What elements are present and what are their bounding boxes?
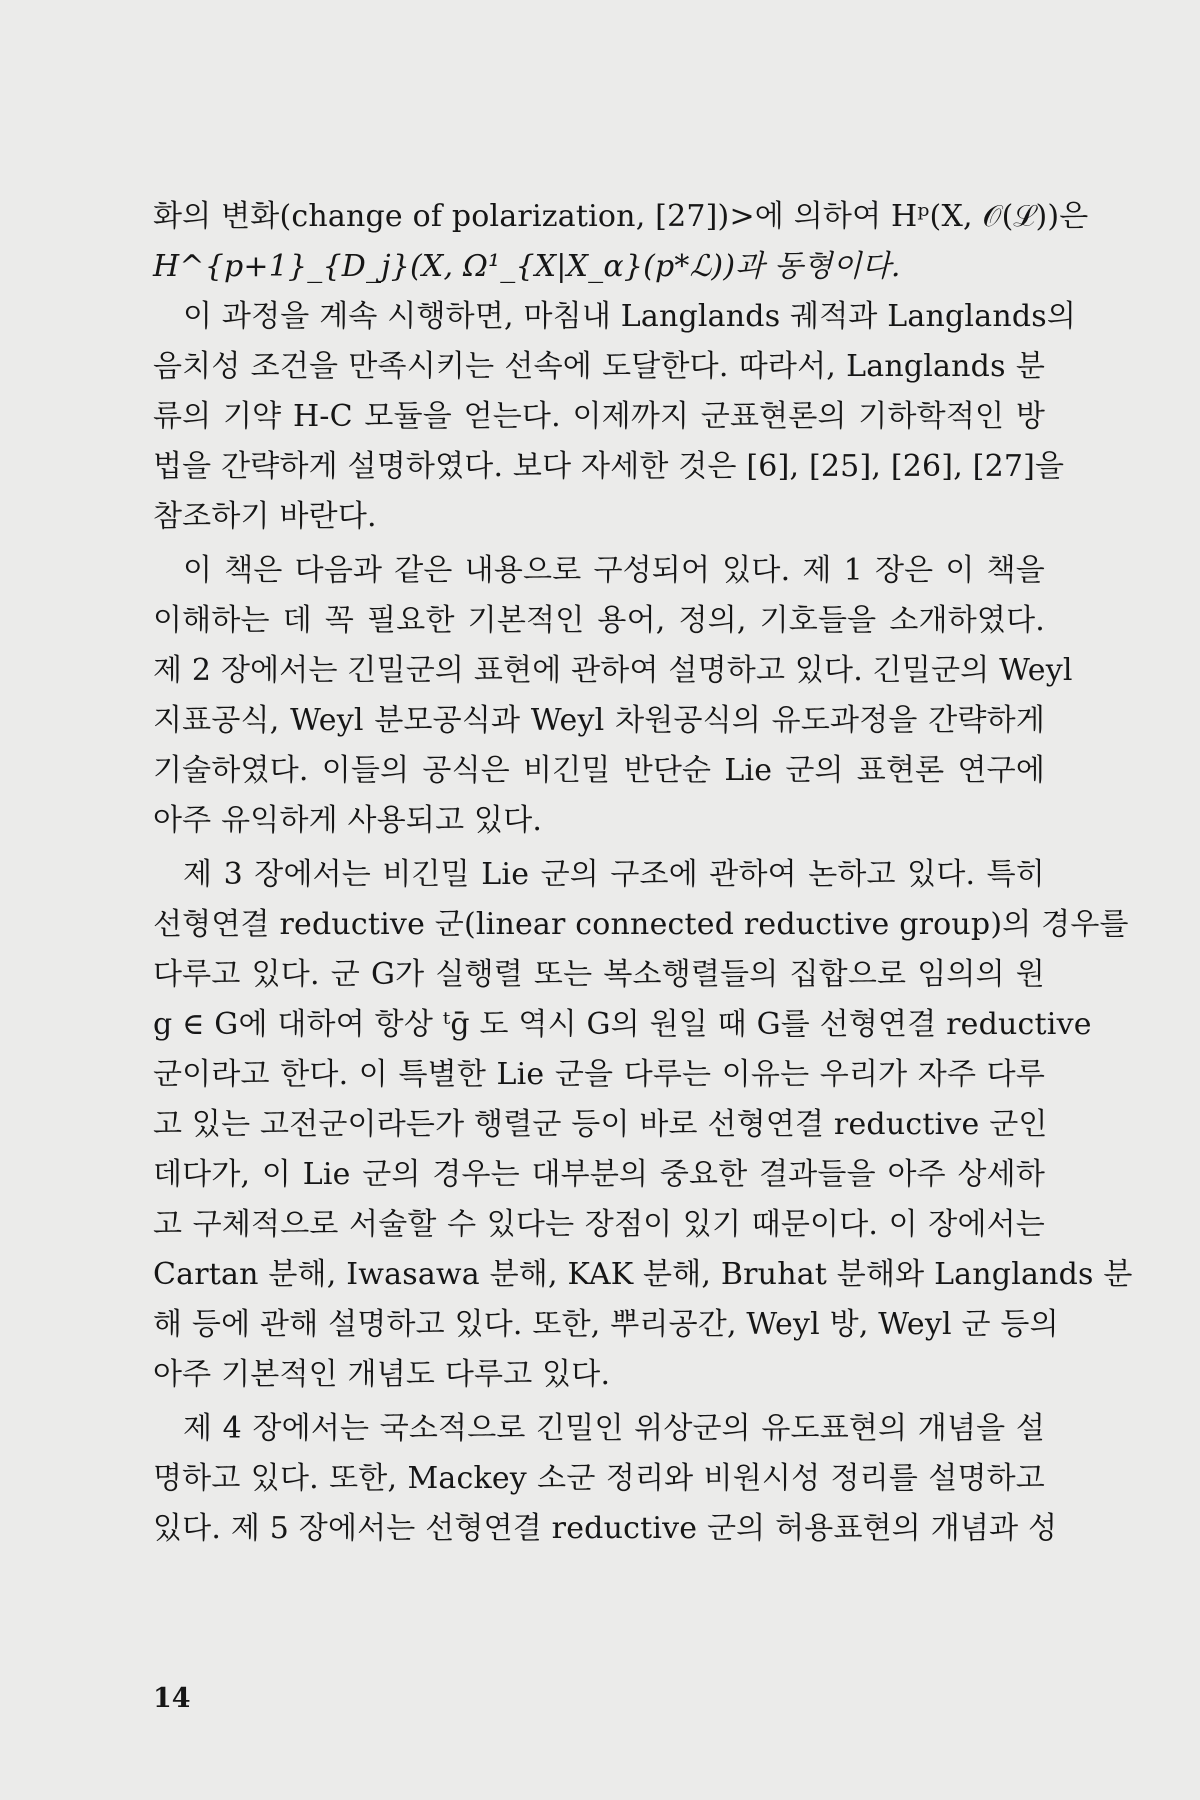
text-line: 있다. 제 5 장에서는 선형연결 reductive 군의 허용표현의 개념과 성 [153, 1511, 1058, 1546]
text-line: g ∈ G에 대하여 항상 ᵗḡ 도 역시 G의 원일 때 G를 선형연결 reductive [153, 1007, 1092, 1042]
text-line: 아주 유익하게 사용되고 있다. [153, 803, 543, 838]
text-line: 명하고 있다. 또한, Mackey 소군 정리와 비원시성 정리를 설명하고 [153, 1461, 1045, 1496]
text-line: 기술하였다. 이들의 공식은 비긴밀 반단순 Lie 군의 표현론 연구에 [153, 753, 1045, 788]
text-line: 음치성 조건을 만족시키는 선속에 도달한다. 따라서, Langlands 분 [153, 349, 1045, 384]
text-line: 화의 변화(change of polarization, [27])>에 의하여 Hᵖ(X, 𝒪(ℒ))은 [153, 199, 1089, 234]
text-line: 류의 기약 H-C 모듈을 얻는다. 이제까지 군표현론의 기하학적인 방 [153, 399, 1045, 434]
text-line: 군이라고 한다. 이 특별한 Lie 군을 다루는 이유는 우리가 자주 다루 [153, 1057, 1045, 1092]
paragraph-polarization [153, 192, 1089, 292]
text-line: 법을 간략하게 설명하였다. 보다 자세한 것은 [6], [25], [26], [27]을 [153, 449, 1065, 484]
text-line: 제 4 장에서는 국소적으로 긴밀인 위상군의 유도표현의 개념을 설 [183, 1411, 1045, 1446]
text-line: 고 구체적으로 서술할 수 있다는 장점이 있기 때문이다. 이 장에서는 [153, 1207, 1045, 1242]
text-line: Cartan 분해, Iwasawa 분해, KAK 분해, Bruhat 분해와 Langlands 분 [153, 1257, 1133, 1292]
body-text [153, 192, 1133, 1554]
text-line: 제 2 장에서는 긴밀군의 표현에 관하여 설명하고 있다. 긴밀군의 Weyl [153, 653, 1073, 688]
paragraph-chapter-4-5 [153, 1404, 1058, 1554]
text-line: 고 있는 고전군이라든가 행렬군 등이 바로 선형연결 reductive 군인 [153, 1107, 1048, 1142]
paragraph-chapter-3 [153, 850, 1133, 1400]
text-line: H^{p+1}_{D_j}(X, Ω¹_{X|X_α}(p*ℒ))과 동형이다. [153, 249, 901, 284]
paragraph-book-structure [153, 546, 1073, 846]
text-line: 지표공식, Weyl 분모공식과 Weyl 차원공식의 유도과정을 간략하게 [153, 703, 1045, 738]
text-line: 아주 기본적인 개념도 다루고 있다. [153, 1357, 611, 1392]
text-line: 해 등에 관해 설명하고 있다. 또한, 뿌리공간, Weyl 방, Weyl 군 등의 [153, 1307, 1059, 1342]
page-number: 14 [153, 1683, 191, 1714]
text-line: 이 책은 다음과 같은 내용으로 구성되어 있다. 제 1 장은 이 책을 [183, 553, 1045, 588]
paragraph-langlands [153, 292, 1077, 542]
text-line: 다루고 있다. 군 G가 실행렬 또는 복소행렬들의 집합으로 임의의 원 [153, 957, 1045, 992]
text-line: 참조하기 바란다. [153, 499, 377, 534]
text-line: 데다가, 이 Lie 군의 경우는 대부분의 중요한 결과들을 아주 상세하 [153, 1157, 1045, 1192]
text-line: 제 3 장에서는 비긴밀 Lie 군의 구조에 관하여 논하고 있다. 특히 [183, 857, 1045, 892]
text-line: 이해하는 데 꼭 필요한 기본적인 용어, 정의, 기호들을 소개하였다. [153, 603, 1045, 638]
text-line: 이 과정을 계속 시행하면, 마침내 Langlands 궤적과 Langlands의 [183, 299, 1077, 334]
text-line: 선형연결 reductive 군(linear connected reductive group)의 경우를 [153, 907, 1129, 942]
